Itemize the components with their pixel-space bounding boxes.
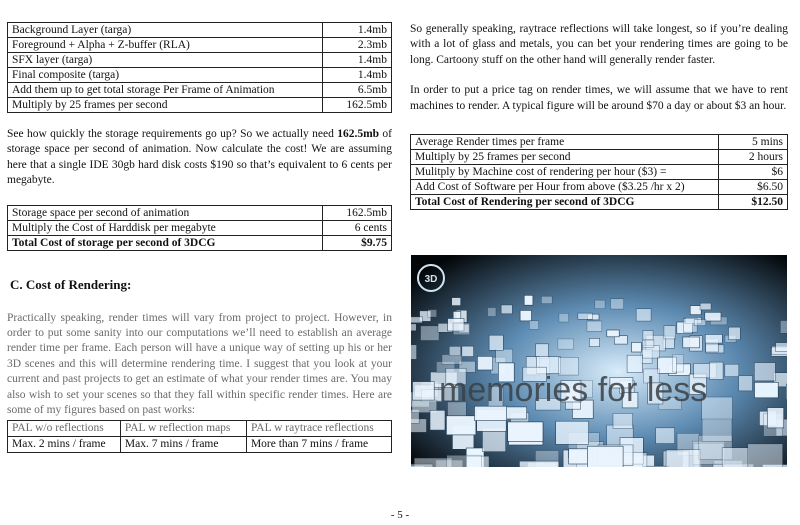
table-row [8, 421, 392, 437]
render-cost-table [410, 134, 788, 210]
building-shape [558, 339, 574, 349]
building-shape [447, 455, 482, 467]
building-shape [411, 464, 433, 467]
row-label: Background Layer (targa) [8, 23, 323, 38]
building-shape [569, 449, 588, 464]
building-shape [541, 296, 552, 304]
building-shape [705, 334, 722, 343]
row-label: Multiply by 25 frames per second [411, 150, 719, 165]
building-shape [587, 446, 623, 467]
building-shape [709, 362, 723, 379]
row-value: 2.3mb [323, 38, 392, 53]
row-value: $12.50 [719, 195, 788, 210]
row-label: Foreground + Alpha + Z-buffer (RLA) [8, 38, 323, 53]
table-row [8, 235, 392, 250]
table-row [411, 165, 788, 180]
building-shape [488, 308, 497, 317]
storage-paragraph: See how quickly the storage requirements go up? So we actually need 162.5mb of storage space per second of animation. Now calculate the cost! We are assuming here that a single IDE 30gb hard disk costs $190 so that’s equivalent to 6 cents per megabyte. [7, 128, 392, 187]
table-row [411, 195, 788, 210]
building-shape [421, 326, 440, 341]
building-shape [496, 349, 513, 363]
building-shape [644, 466, 669, 467]
building-shape [613, 413, 633, 428]
rendering-paragraph: Practically speaking, render times will vary from project to project. However, in order to put some sanity into our computations we’ll need to establish an average render time per frame. Each person will have a unique way of setting up his or her 3D scenes and this will determine rendering time. I suggest that you look at your current and past projects to get an estimate of what your render times are. You may also wish to set your scenes so that they fall within specific render times. Here are some of my figures based on past works: [7, 311, 392, 417]
table-row [411, 135, 788, 150]
storage-table [7, 22, 392, 113]
row-value: $6 [719, 165, 788, 180]
row-value: 162.5mb [323, 205, 392, 220]
row-label: Add them up to get total storage Per Frame of Animation [8, 83, 323, 98]
building-shape [559, 313, 569, 322]
table-row [8, 83, 392, 98]
svg-text:3D: 3D [424, 274, 438, 285]
building-shape [449, 346, 461, 355]
building-shape [673, 355, 684, 373]
building-shape [489, 335, 503, 350]
image-overlay-text: memories for less [439, 371, 708, 409]
building-shape [607, 330, 619, 337]
row-label: Average Render times per frame [411, 135, 719, 150]
storage-highlight: 162.5mb [337, 128, 380, 140]
building-shape [587, 321, 602, 331]
table-cell: PAL w/o reflections [8, 421, 121, 437]
row-label: Multiply by 25 frames per second [8, 98, 323, 113]
building-shape [767, 408, 783, 428]
table-row [411, 150, 788, 165]
row-value: $9.75 [323, 235, 392, 250]
row-label: Total Cost of Rendering per second of 3DCG [411, 195, 719, 210]
row-label: Total Cost of storage per second of 3DCG [8, 235, 323, 250]
row-label: Mulitply by Machine cost of rendering per hour ($3) = [411, 165, 719, 180]
table-row [411, 180, 788, 195]
building-shape [520, 310, 531, 321]
table-row [8, 437, 392, 453]
building-shape [664, 326, 676, 339]
table-row [8, 38, 392, 53]
row-value: 2 hours [719, 150, 788, 165]
building-shape [754, 363, 775, 381]
building-shape [722, 448, 748, 467]
building-shape [413, 382, 435, 401]
table-row [8, 68, 392, 83]
building-shape [519, 461, 559, 467]
building-shape [411, 345, 417, 360]
building-shape [595, 300, 605, 309]
building-shape [666, 450, 700, 467]
building-shape [702, 419, 732, 442]
table-cell: PAL w reflection maps [120, 421, 246, 437]
row-value: 5 mins [719, 135, 788, 150]
table-row [8, 205, 392, 220]
building-shape [683, 337, 700, 348]
row-value: 6.5mb [323, 83, 392, 98]
row-label: SFX layer (targa) [8, 53, 323, 68]
building-shape [786, 384, 787, 400]
building-shape [453, 323, 470, 335]
city-render-image [411, 255, 787, 467]
building-shape [627, 355, 642, 372]
building-shape [411, 324, 416, 331]
building-shape [589, 338, 599, 346]
building-shape [452, 298, 461, 306]
table-row [8, 53, 392, 68]
page-number: - 5 - [390, 509, 410, 521]
building-shape [611, 299, 624, 309]
row-value: 162.5mb [323, 98, 392, 113]
building-shape [755, 382, 779, 398]
render-price-paragraph: In order to put a price tag on render times, we will assume that we have to rent machines to render. A typical figure will be around $70 a day or about $3 an hour. [410, 84, 788, 112]
building-shape [556, 421, 589, 444]
table-cell: Max. 2 mins / frame [8, 437, 121, 453]
section-heading: C. Cost of Rendering: [10, 276, 132, 292]
row-value: 1.4mb [323, 23, 392, 38]
row-value: 6 cents [323, 220, 392, 235]
table-row [8, 23, 392, 38]
building-shape [725, 364, 739, 377]
building-shape [705, 312, 721, 321]
table-cell: Max. 7 mins / frame [120, 437, 246, 453]
building-shape [430, 410, 445, 430]
building-shape [690, 306, 701, 315]
building-shape [411, 317, 423, 323]
building-shape [524, 295, 533, 305]
building-shape [643, 331, 653, 340]
building-shape [643, 340, 654, 348]
building-shape [739, 376, 753, 391]
building-shape [446, 416, 476, 435]
row-value: 1.4mb [323, 68, 392, 83]
building-shape [529, 321, 538, 330]
building-shape [536, 344, 549, 359]
table-row [8, 98, 392, 113]
building-shape [776, 343, 787, 352]
building-shape [632, 342, 642, 352]
table-cell: More than 7 mins / frame [246, 437, 391, 453]
building-shape [636, 309, 651, 321]
row-label: Multiply the Cost of Harddisk per megabyte [8, 220, 323, 235]
building-shape [578, 313, 593, 319]
table-row [8, 220, 392, 235]
table-cell: PAL w raytrace reflections [246, 421, 391, 437]
left-column [7, 22, 392, 453]
row-label: Final composite (targa) [8, 68, 323, 83]
building-shape [694, 320, 706, 326]
row-label: Add Cost of Software per Hour from above ($3.25 /hr x 2) [411, 180, 719, 195]
row-value: 1.4mb [323, 53, 392, 68]
reflections-paragraph: So generally speaking, raytrace reflections will take longest, so if you’re dealing with a lot of glass and metals, you can bet your rendering times are going to be long. Cartoony stuff on the other hand will generally render faster. [410, 23, 788, 66]
building-shape [501, 305, 512, 314]
right-column [410, 22, 788, 210]
building-shape [700, 303, 711, 310]
render-figures-table [7, 420, 392, 453]
row-value: $6.50 [719, 180, 788, 195]
building-shape [656, 428, 675, 444]
storage-cost-table [7, 205, 392, 251]
building-shape [508, 422, 543, 441]
building-shape [477, 356, 492, 370]
building-shape [780, 321, 787, 334]
row-label: Storage space per second of animation [8, 205, 323, 220]
building-shape [428, 310, 437, 318]
building-shape [748, 444, 783, 467]
building-shape [462, 346, 474, 357]
building-shape [729, 327, 741, 340]
